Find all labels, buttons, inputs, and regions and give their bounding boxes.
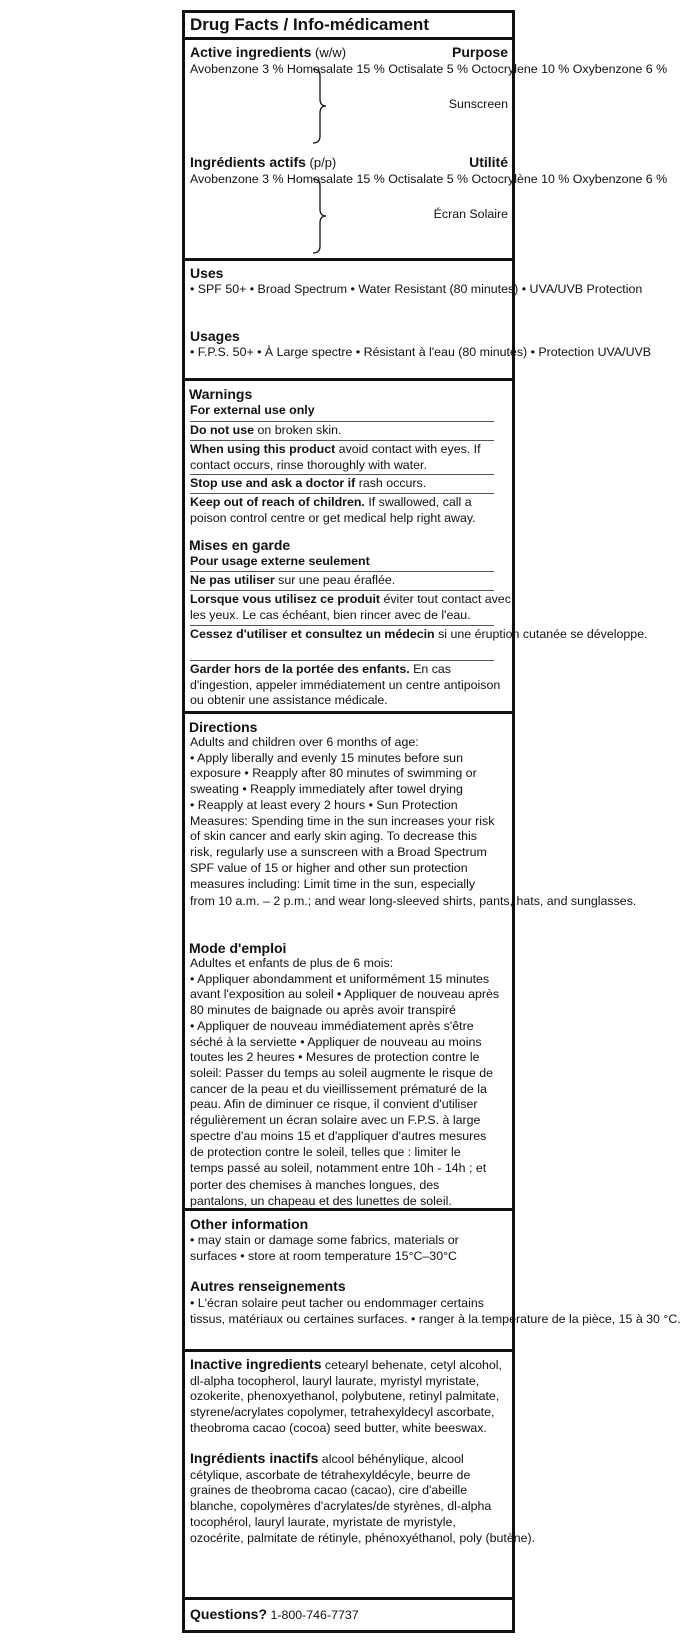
ingredient-item: Oxybenzone 6 % bbox=[572, 62, 668, 76]
phone-number: 1-800-746-7737 bbox=[267, 1608, 359, 1622]
thin-divider bbox=[190, 571, 494, 572]
ingredient-item: Octocrylène 10 % bbox=[471, 172, 570, 186]
ingredients-actifs-heading: Ingrédients actifs (p/p) bbox=[190, 154, 337, 170]
questions-line bbox=[190, 1607, 359, 1624]
mode-emploi-text: Adultes et enfants de plus de 6 mois: • Appliquer abondamment et uniformément 15 minutes avant l'exposition au soleil • Appliquer de nouveau après 80 minutes de baignade ou après avoir transpiré • Appliquer de nouveau immédiatement après s'être séché à la serviette • Appliquer de nouveau au moins toutes les 2 heures • Mesures de protection contre le soleil: Passer du temps au soleil augmente le risque de cancer de la peau et du vieillissement prématuré de la peau. Afin de diminuer ce risque, il convient d'utiliser régulièrement un écran solaire avec un F.P.S. à large spectre d'au moins 15 et d'appliquer d'autres mesures de protection contre le soleil, telles que : limiter le temps passé au soleil, notamment entre 10h - 14h ; et porter des chemises à manches longues, des pantalons, un chapeau et des lunettes de soleil. bbox=[190, 956, 500, 1208]
mises-en-garde-heading: Mises en garde bbox=[189, 537, 291, 553]
usages-list bbox=[190, 345, 651, 361]
uses-line: • SPF 50+ • Broad Spectrum bbox=[190, 282, 348, 296]
questions-heading: Questions? bbox=[190, 1606, 268, 1622]
ingredient-item: Avobenzone 3 % bbox=[190, 62, 284, 76]
ingredient-item: Homosalate 15 % bbox=[286, 62, 385, 76]
ingredient-item: Avobenzone 3 % bbox=[190, 172, 284, 186]
mode-emploi-heading: Mode d'emploi bbox=[189, 940, 287, 956]
garder-hors: Garder hors de la portée des enfants. En cas d'ingestion, appeler immédiatement un centre antipoison ou obtenir une assistance médicale. bbox=[190, 662, 501, 708]
inactive-ingredients-heading: Inactive ingredients bbox=[190, 1356, 322, 1372]
divider bbox=[182, 1208, 515, 1211]
usages-line: • F.P.S. 50+ • À Large spectre bbox=[190, 345, 353, 359]
active-ingredients-list bbox=[190, 62, 667, 78]
external-use: For external use only bbox=[190, 403, 315, 417]
thin-divider bbox=[190, 440, 494, 441]
autres-renseignements-heading: Autres renseignements bbox=[190, 1278, 346, 1294]
divider bbox=[182, 711, 515, 714]
divider bbox=[182, 1349, 515, 1352]
brace-icon bbox=[312, 178, 328, 254]
ingredient-item: Octisalate 5 % bbox=[388, 62, 469, 76]
ingredients-inactifs-heading: Ingrédients inactifs bbox=[190, 1450, 319, 1466]
cessez-utiliser: Cessez d'utiliser et consultez un médecin si une éruption cutanée se développe. bbox=[190, 627, 648, 641]
purpose-heading: Purpose bbox=[451, 44, 508, 60]
panel-title: Drug Facts / Info-médicament bbox=[190, 15, 429, 34]
thin-divider bbox=[190, 493, 494, 494]
utilite-value: Écran Solaire bbox=[433, 207, 508, 221]
autres-renseignements-text: • L'écran solaire peut tacher ou endommager certains tissus, matériaux ou certaines surfaces. • ranger à la température de la pièce, 15 à 30 °C. bbox=[190, 1296, 681, 1326]
divider bbox=[182, 378, 515, 381]
usage-externe: Pour usage externe seulement bbox=[190, 554, 370, 568]
usages-line: • Résistant à l'eau (80 minutes) • Protection UVA/UVB bbox=[355, 345, 652, 359]
other-information-heading: Other information bbox=[190, 1216, 309, 1232]
brace-icon bbox=[312, 68, 328, 144]
thin-divider bbox=[190, 625, 494, 626]
ingredient-item: Octisalate 5 % bbox=[388, 172, 469, 186]
when-using: When using this product avoid contact with eyes. If contact occurs, rinse thoroughly with water. bbox=[190, 442, 481, 472]
inactive-ingredients: Inactive ingredients cetearyl behenate, cetyl alcohol, dl-alpha tocopherol, lauryl laurate, myristyl myristate, ozokerite, phenoxyethanol, polybutene, retinyl palmitate, styrene/acrylates copolymer, tetrahexyldecyl ascorbate, theobroma cacao (cocoa) seed butter, white beeswax. bbox=[190, 1356, 502, 1435]
ingredient-item: Octocrylene 10 % bbox=[471, 62, 570, 76]
uses-list bbox=[190, 282, 642, 298]
keep-out-of-reach: Keep out of reach of children. If swallowed, call a poison control centre or get medical help right away. bbox=[190, 495, 476, 525]
uses-line: • Water Resistant (80 minutes) • UVA/UVB Protection bbox=[350, 282, 643, 296]
stop-use: Stop use and ask a doctor if rash occurs. bbox=[190, 476, 427, 490]
ingredients-actifs-list bbox=[190, 172, 667, 188]
thin-divider bbox=[190, 421, 494, 422]
uses-heading: Uses bbox=[190, 265, 224, 281]
thin-divider bbox=[190, 474, 494, 475]
ingredient-item: Oxybenzone 6 % bbox=[572, 172, 668, 186]
divider bbox=[182, 1597, 515, 1600]
divider bbox=[182, 258, 515, 261]
directions-heading: Directions bbox=[189, 719, 258, 735]
active-ingredients-heading: Active ingredients (w/w) bbox=[190, 44, 347, 60]
directions-text: Adults and children over 6 months of age: • Apply liberally and evenly 15 minutes before sun exposure • Reapply after 80 minutes of swimming or sweating • Reapply immediately after towel drying • Reapply at least every 2 hours • Sun Protection Measures: Spending time in the sun increases your risk of skin cancer and early skin aging. To decrease this risk, regularly use a sunscreen with a Broad Spectrum SPF value of 15 or higher and other sun protection measures including: Limit time in the sun, especially from 10 a.m. – 2 p.m.; and wear long-sleeved shirts, pants, hats, and sunglasses. bbox=[190, 735, 637, 909]
purpose-value: Sunscreen bbox=[448, 97, 508, 111]
utilite-heading: Utilité bbox=[469, 154, 508, 170]
lorsque-vous: Lorsque vous utilisez ce produit éviter tout contact avec les yeux. Le cas échéant, bien rincer avec de l'eau. bbox=[190, 592, 511, 622]
other-information-text: • may stain or damage some fabrics, materials or surfaces • store at room temperature 15°C–30°C bbox=[190, 1233, 459, 1263]
usages-heading: Usages bbox=[190, 328, 240, 344]
thin-divider bbox=[190, 590, 494, 591]
do-not-use: Do not use on broken skin. bbox=[190, 423, 342, 437]
ingredient-item: Homosalate 15 % bbox=[286, 172, 385, 186]
ingredients-inactifs: Ingrédients inactifs alcool béhénylique, alcool cétylique, ascorbate de tétrahexyldécyle, beurre de graines de theobroma cacao (cacao), cire d'abeille blanche, copolymères d'acrylates/de styrènes, dl-alpha tocophérol, lauryl laurate, myristate de myristyle, ozocérite, palmitate de rétinyle, phénoxyéthanol, poly (butène). bbox=[190, 1450, 536, 1545]
thin-divider bbox=[190, 660, 494, 661]
ne-pas-utiliser: Ne pas utiliser sur une peau éraflée. bbox=[190, 573, 396, 587]
warnings-heading: Warnings bbox=[189, 386, 253, 402]
divider bbox=[182, 37, 515, 40]
